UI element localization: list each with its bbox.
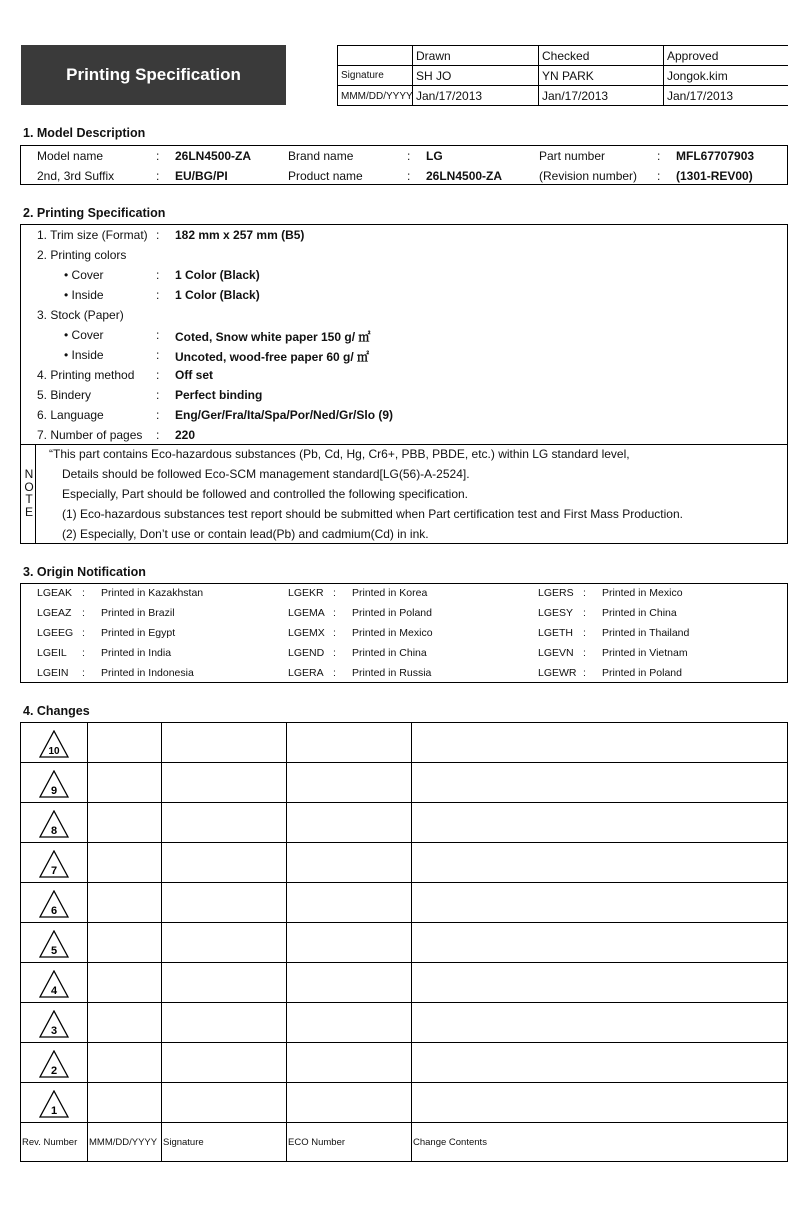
approval-cell: Jan/17/2013: [412, 86, 538, 106]
colon: :: [657, 169, 661, 183]
origin-code: LGEMX: [288, 627, 325, 639]
origin-text: Printed in Kazakhstan: [101, 587, 204, 599]
origin-code: LGERS: [538, 587, 574, 599]
origin-text: Printed in Vietnam: [602, 647, 688, 659]
revision-triangle-icon: [39, 930, 69, 958]
origin-code: LGERA: [288, 667, 324, 679]
row-divider: [21, 802, 787, 803]
row-divider: [21, 1082, 787, 1083]
origin-text: Printed in Egypt: [101, 627, 176, 639]
revision-triangle-icon: [39, 1090, 69, 1118]
column-divider: [87, 723, 88, 1161]
approval-row: [338, 46, 788, 66]
document-title: Printing Specification: [21, 45, 286, 105]
row-divider: [21, 922, 787, 923]
spec-row: [21, 245, 787, 265]
origin-code: LGEND: [288, 647, 325, 659]
approval-row: [338, 66, 788, 86]
spec-label: • Inside: [64, 288, 104, 302]
colon: :: [156, 328, 160, 342]
origin-code: LGEWR: [538, 667, 577, 679]
note-column-border: [35, 444, 36, 543]
spec-label: • Cover: [64, 268, 104, 282]
note-line: (2) Especially, Don’t use or contain lead(Pb) and cadmium(Cd) in ink.: [62, 527, 429, 541]
changes-table: [20, 722, 788, 1162]
approval-cell: Drawn: [412, 46, 538, 65]
spec-row: [21, 425, 787, 445]
revision-number: 1: [50, 1105, 58, 1117]
spec-value: Eng/Ger/Fra/Ita/Spa/Por/Ned/Gr/Slo (9): [175, 408, 394, 422]
colon: :: [156, 268, 160, 282]
section-title-spec: 2. Printing Specification: [23, 206, 166, 220]
model-value: EU/BG/PI: [175, 169, 228, 183]
model-label: 2nd, 3rd Suffix: [37, 169, 115, 183]
approval-cell: Checked: [538, 46, 663, 65]
origin-text: Printed in Mexico: [352, 627, 433, 639]
revision-triangle-icon: [39, 1050, 69, 1078]
model-row: [21, 166, 787, 186]
origin-text: Printed in India: [101, 647, 172, 659]
origin-text: Printed in Poland: [602, 667, 682, 679]
spec-value: Off set: [175, 368, 214, 382]
colon: :: [583, 607, 586, 619]
revision-triangle-icon: [39, 970, 69, 998]
model-row: [21, 146, 787, 166]
note-line: (1) Eco-hazardous substances test report should be submitted when Part certification test and First Mass Production.: [62, 507, 683, 521]
model-value: LG: [426, 149, 443, 163]
changes-header: ECO Number: [288, 1137, 346, 1148]
spec-label: 3. Stock (Paper): [37, 308, 124, 322]
column-divider: [161, 723, 162, 1161]
revision-number: 8: [50, 825, 58, 837]
approval-cell: Approved: [663, 46, 789, 65]
approval-cell: Jan/17/2013: [538, 86, 663, 106]
origin-text: Printed in Brazil: [101, 607, 175, 619]
spec-row: [21, 365, 787, 385]
colon: :: [82, 587, 85, 599]
note-line: Especially, Part should be followed and controlled the following specification.: [62, 487, 469, 501]
colon: :: [333, 647, 336, 659]
approval-cell: [338, 46, 412, 65]
spec-row: [21, 285, 787, 305]
spec-row: [21, 325, 787, 345]
model-label: Part number: [539, 149, 606, 163]
spec-label: 4. Printing method: [37, 368, 135, 382]
origin-code: LGEMA: [288, 607, 325, 619]
revision-number: 3: [50, 1025, 58, 1037]
colon: :: [583, 627, 586, 639]
revision-number: 7: [50, 865, 58, 877]
revision-number: 10: [48, 746, 60, 757]
spec-label: 7. Number of pages: [37, 428, 143, 442]
revision-triangle-icon: [39, 770, 69, 798]
revision-number: 2: [50, 1065, 58, 1077]
model-value: MFL67707903: [676, 149, 755, 163]
colon: :: [156, 428, 160, 442]
note-label: N O T E: [24, 467, 34, 519]
approval-cell: Jongok.kim: [663, 66, 789, 85]
revision-triangle-icon: [39, 890, 69, 918]
spec-row: [21, 405, 787, 425]
row-divider: [21, 1002, 787, 1003]
colon: :: [156, 228, 160, 242]
origin-code: LGEEG: [37, 627, 74, 639]
note-line: Details should be followed Eco-SCM management standard[LG(56)-A-2524].: [62, 467, 470, 481]
approval-cell: Signature: [341, 70, 384, 81]
revision-number: 4: [50, 985, 58, 997]
colon: :: [333, 587, 336, 599]
colon: :: [156, 149, 160, 163]
spec-row: [21, 265, 787, 285]
origin-text: Printed in Thailand: [602, 627, 690, 639]
approval-cell: YN PARK: [538, 66, 663, 85]
origin-text: Printed in Russia: [352, 667, 432, 679]
spec-label: • Cover: [64, 328, 104, 342]
colon: :: [407, 149, 411, 163]
spec-label: 5. Bindery: [37, 388, 92, 402]
spec-value: 1 Color (Black): [175, 288, 260, 302]
origin-text: Printed in China: [602, 607, 677, 619]
model-value: (1301-REV00): [676, 169, 753, 183]
colon: :: [156, 348, 160, 362]
approval-table: [337, 45, 788, 106]
revision-triangle-icon: [39, 850, 69, 878]
note-line: “This part contains Eco-hazardous substances (Pb, Cd, Hg, Cr6+, PBB, PBDE, etc.) within LG standard level,: [49, 447, 630, 461]
row-divider: [21, 1122, 787, 1123]
origin-code: LGEIN: [37, 667, 69, 679]
origin-code: LGEIL: [37, 647, 67, 659]
section-title-origin: 3. Origin Notification: [23, 565, 146, 579]
colon: :: [333, 667, 336, 679]
model-value: 26LN4500-ZA: [426, 169, 503, 183]
revision-number: 5: [50, 945, 58, 957]
row-divider: [21, 762, 787, 763]
origin-table: [20, 583, 788, 683]
origin-code: LGEKR: [288, 587, 324, 599]
colon: :: [407, 169, 411, 183]
colon: :: [333, 607, 336, 619]
spec-value: 1 Color (Black): [175, 268, 260, 282]
row-divider: [21, 962, 787, 963]
spec-value: Coted, Snow white paper 150 g/ ㎡: [175, 330, 371, 344]
origin-text: Printed in Poland: [352, 607, 432, 619]
colon: :: [156, 288, 160, 302]
colon: :: [82, 667, 85, 679]
approval-cell: SH JO: [412, 66, 538, 85]
revision-triangle-icon: [39, 810, 69, 838]
spec-value: Uncoted, wood-free paper 60 g/ ㎡: [175, 350, 370, 364]
model-label: Product name: [288, 169, 363, 183]
origin-text: Printed in Korea: [352, 587, 428, 599]
colon: :: [156, 368, 160, 382]
section-title-model: 1. Model Description: [23, 126, 146, 140]
approval-row: [338, 86, 788, 106]
model-label: (Revision number): [539, 169, 638, 183]
origin-text: Printed in Indonesia: [101, 667, 194, 679]
colon: :: [583, 667, 586, 679]
model-label: Model name: [37, 149, 104, 163]
row-divider: [21, 1042, 787, 1043]
approval-cell: MMM/DD/YYYY: [341, 90, 413, 102]
colon: :: [657, 149, 661, 163]
origin-code: LGEVN: [538, 647, 574, 659]
colon: :: [82, 647, 85, 659]
changes-header: Change Contents: [413, 1137, 487, 1148]
column-divider: [286, 723, 287, 1161]
spec-row: [21, 225, 787, 245]
changes-header: Rev. Number: [22, 1137, 78, 1148]
section-title-changes: 4. Changes: [23, 704, 90, 718]
column-divider: [411, 723, 412, 1161]
revision-triangle-icon: [39, 1010, 69, 1038]
spec-label: 6. Language: [37, 408, 104, 422]
row-divider: [21, 882, 787, 883]
changes-header: Signature: [163, 1137, 204, 1148]
colon: :: [583, 587, 586, 599]
spec-row: [21, 345, 787, 365]
model-value: 26LN4500-ZA: [175, 149, 252, 163]
colon: :: [583, 647, 586, 659]
origin-code: LGESY: [538, 607, 574, 619]
spec-label: 1. Trim size (Format): [37, 228, 148, 242]
origin-text: Printed in Mexico: [602, 587, 683, 599]
origin-code: LGEAZ: [37, 607, 72, 619]
model-description-table: [20, 145, 788, 185]
origin-text: Printed in China: [352, 647, 427, 659]
origin-code: LGETH: [538, 627, 574, 639]
colon: :: [82, 607, 85, 619]
changes-header: MMM/DD/YYYY: [89, 1137, 158, 1148]
revision-triangle-icon: [39, 730, 69, 758]
spec-value: 220: [175, 428, 196, 442]
colon: :: [156, 388, 160, 402]
approval-cell: Jan/17/2013: [663, 86, 789, 106]
spec-row: [21, 305, 787, 325]
model-label: Brand name: [288, 149, 354, 163]
spec-label: • Inside: [64, 348, 104, 362]
row-divider: [21, 842, 787, 843]
colon: :: [156, 169, 160, 183]
revision-number: 9: [50, 785, 58, 797]
printing-spec-table: [20, 224, 788, 544]
spec-row: [21, 385, 787, 405]
colon: :: [156, 408, 160, 422]
colon: :: [333, 627, 336, 639]
spec-value: 182 mm x 257 mm (B5): [175, 228, 305, 242]
spec-value: Perfect binding: [175, 388, 263, 402]
colon: :: [82, 627, 85, 639]
spec-label: 2. Printing colors: [37, 248, 127, 262]
revision-number: 6: [50, 905, 58, 917]
origin-code: LGEAK: [37, 587, 73, 599]
